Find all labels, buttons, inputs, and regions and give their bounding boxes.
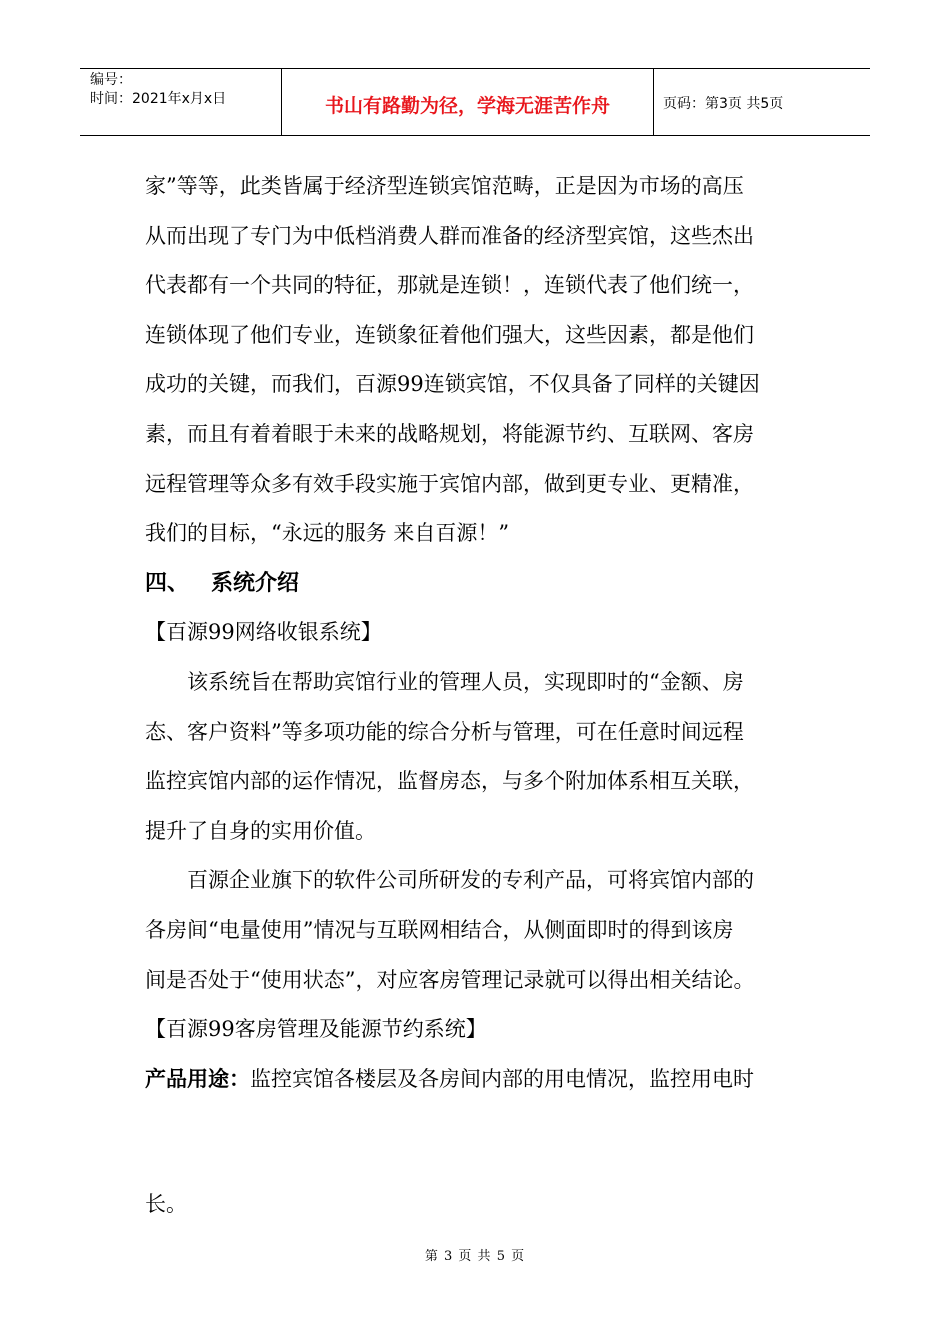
- paragraph-line: 态、客户资料”等多项功能的综合分析与管理，可在任意时间远程: [145, 719, 744, 744]
- paragraph-line: 远程管理等众多有效手段实施于宾馆内部，做到更专业、更精准，: [145, 471, 754, 496]
- header-meta-cell: [80, 69, 282, 135]
- paragraph-line: 代表都有一个共同的特征，那就是连锁！，连锁代表了他们统一，: [145, 273, 754, 298]
- paragraph-line: 我们的目标，“永远的服务 来自百源！”: [145, 521, 510, 546]
- paragraph-line: 提升了自身的实用价值。: [145, 818, 376, 843]
- product-usage-continued: 长。: [145, 1192, 187, 1216]
- paragraph-line: 该系统旨在帮助宾馆行业的管理人员，实现即时的“金额、房: [187, 669, 744, 694]
- paragraph-line: 监控宾馆内部的运作情况，监督房态，与多个附加体系相互关联，: [145, 769, 754, 794]
- paragraph-line: 素，而且有着着眼于未来的战略规划，将能源节约、互联网、客房: [145, 421, 754, 446]
- document-number-label: 编号：: [90, 72, 132, 88]
- header-motto: 书山有路勤为径，学海无涯苦作舟: [282, 69, 654, 135]
- document-date: 时间：2021年x月x日: [90, 91, 227, 107]
- paragraph-line: 百源企业旗下的软件公司所研发的专利产品，可将宾馆内部的: [187, 868, 754, 893]
- paragraph-line: 从而出现了专门为中低档消费人群而准备的经济型宾馆，这些杰出: [145, 223, 754, 248]
- section-heading: [145, 559, 810, 609]
- subsection-title-energy: 【百源99客房管理及能源节约系统】: [145, 1017, 487, 1042]
- paragraph-line: 间是否处于“使用状态”，对应客房管理记录就可以得出相关结论。: [145, 967, 755, 992]
- section-title: 系统介绍: [211, 570, 300, 596]
- product-usage-label: 产品用途：: [145, 1066, 250, 1091]
- paragraph-line: 连锁体现了他们专业，连锁象征着他们强大，这些因素，都是他们: [145, 322, 754, 347]
- header-table: [80, 68, 870, 136]
- page-footer: 第 3 页 共 5 页: [424, 1249, 526, 1264]
- paragraph-line: 各房间“电量使用”情况与互联网相结合，从侧面即时的得到该房: [145, 917, 734, 942]
- product-usage-text: 监控宾馆各楼层及各房间内部的用电情况，监控用电时: [250, 1066, 754, 1091]
- paragraph-line: 家”等等，此类皆属于经济型连锁宾馆范畴，正是因为市场的高压: [145, 174, 744, 198]
- paragraph-line: 成功的关键，而我们，百源99连锁宾馆，不仅具备了同样的关键因: [145, 372, 760, 397]
- section-number: 四、: [145, 570, 190, 596]
- header-page-info: 页码：第3页 共5页: [663, 96, 784, 112]
- document-body: [145, 162, 810, 1104]
- product-usage-line: [145, 1055, 810, 1105]
- subsection-title-cashier: 【百源99网络收银系统】: [145, 620, 382, 645]
